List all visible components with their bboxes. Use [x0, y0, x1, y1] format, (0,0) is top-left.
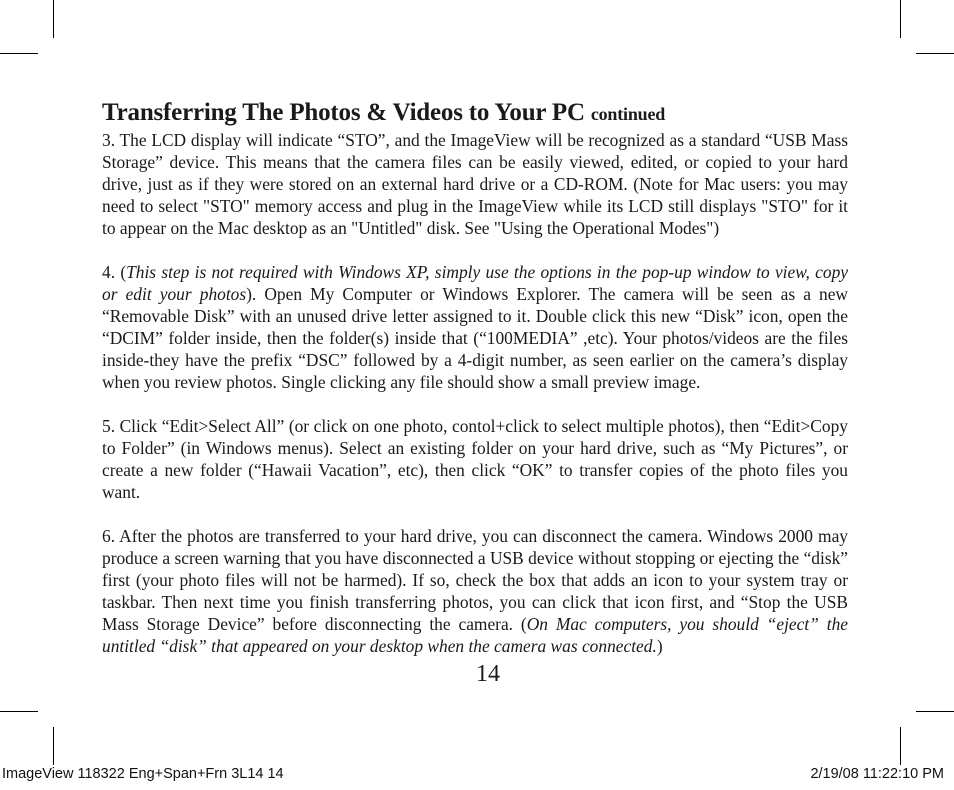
crop-mark-bottom-left-horizontal — [0, 711, 38, 712]
crop-mark-top-left-vertical — [53, 0, 54, 38]
print-slug-left: ImageView 118322 Eng+Span+Frn 3L14 14 — [2, 766, 284, 782]
heading-title: Transferring The Photos & Videos to Your PC — [102, 99, 585, 126]
step-4-italic-note: This step is not required with Windows XP, simply use the options in the pop-up window to view, copy or edit your photos — [102, 262, 848, 304]
crop-mark-top-right-horizontal — [916, 53, 954, 54]
paragraph-spacer — [102, 503, 848, 525]
paragraph-spacer — [102, 239, 848, 261]
step-4-body: ). Open My Computer or Windows Explorer. The camera will be seen as a new “Removable Disk” with an unused drive letter assigned to it. Double click this new “Disk” icon, open the “DCIM” folder inside, then the folder(s) inside that (“100MEDIA” ,etc). Your photos/videos are the files inside-they have the prefix “DSC” followed by a 4-digit number, as seen earlier on the camera’s display when you review photos. Single clicking any file should show a small preview image. — [102, 284, 848, 392]
step-6-end: ) — [656, 636, 663, 656]
paragraph-step-5: 5. Click “Edit>Select All” (or click on one photo, contol+click to select multiple photos), then “Edit>Copy to Folder” (in Windows menus). Select an existing folder on your hard drive, such as “My Pictures”, or create a new folder (“Hawaii Vacation”, etc), then click “OK” to transfer copies of the photo files you want. — [102, 416, 848, 502]
crop-mark-top-right-vertical — [900, 0, 901, 38]
page-content — [102, 98, 848, 657]
crop-mark-top-left-horizontal — [0, 53, 38, 54]
step-6-italic-note: On Mac computers, you should “eject” the untitled “disk” that appeared on your desktop when the camera was connected. — [102, 614, 848, 656]
print-slug-right: 2/19/08 11:22:10 PM — [810, 766, 944, 782]
step-6-body: 6. After the photos are transferred to your hard drive, you can disconnect the camera. Windows 2000 may produce a screen warning that you have disconnected a USB device without stopping or ejecting the “disk” first (your photo files will not be harmed). If so, check the box that adds an icon to your system tray or taskbar. Then next time you finish transferring photos, you can click that icon first, and “Stop the USB Mass Storage Device” before disconnecting the camera. ( — [102, 526, 848, 634]
paragraph-step-4 — [102, 261, 848, 393]
page-number: 14 — [476, 661, 500, 687]
heading-continued: continued — [590, 104, 666, 124]
paragraph-step-6 — [102, 525, 848, 657]
paragraph-step-3: 3. The LCD display will indicate “STO”, and the ImageView will be recognized as a standard “USB Mass Storage” device. This means that the camera files can be easily viewed, edited, or copied to your hard drive, just as if they were stored on an external hard drive or a CD-ROM. (Note for Mac users: you may need to select "STO" memory access and plug in the ImageView while its LCD still displays "STO" for it to appear on the Mac desktop as an "Untitled" disk. See "Using the Operational Modes") — [102, 130, 848, 238]
step-4-prefix: 4. ( — [102, 262, 127, 282]
crop-mark-bottom-right-vertical — [900, 727, 901, 765]
crop-mark-bottom-right-horizontal — [916, 711, 954, 712]
crop-mark-bottom-left-vertical — [53, 727, 54, 765]
page-title — [102, 98, 848, 129]
paragraph-spacer — [102, 393, 848, 415]
